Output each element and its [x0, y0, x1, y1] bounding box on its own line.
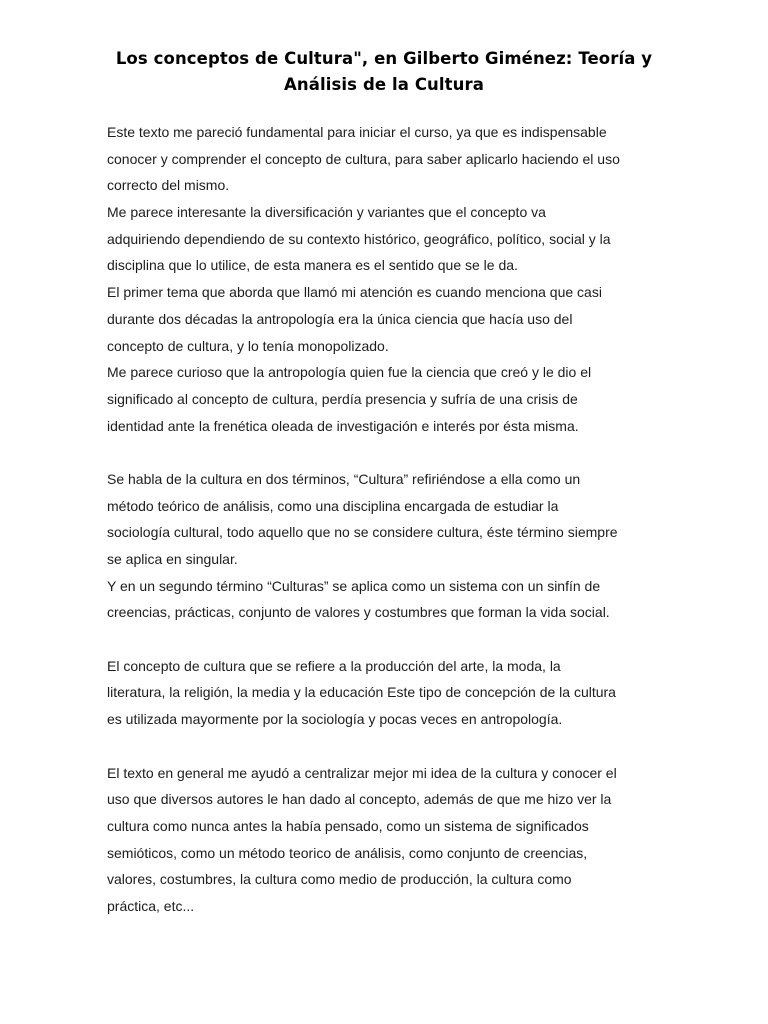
text-line: identidad ante la frenética oleada de investigación e interés por ésta misma.: [107, 417, 579, 434]
document-title: [90, 46, 678, 98]
paragraph: [107, 466, 667, 573]
paragraph: [107, 760, 667, 920]
text-line: adquiriendo dependiendo de su contexto histórico, geográfico, político, social y la: [107, 230, 611, 247]
text-line: Este texto me pareció fundamental para iniciar el curso, ya que es indispensable: [107, 124, 607, 140]
text-line: método teórico de análisis, como una disciplina encargada de estudiar la: [107, 497, 559, 514]
text-line: sociología cultural, todo aquello que no se considere cultura, éste término siempre: [107, 524, 618, 541]
text-line: El concepto de cultura que se refiere a la producción del arte, la moda, la: [107, 657, 561, 674]
paragraph: [107, 653, 667, 733]
text-line: es utilizada mayormente por la sociología y pocas veces en antropología.: [107, 711, 563, 728]
paragraph: [107, 279, 667, 359]
text-line: se aplica en singular.: [107, 551, 238, 567]
paragraph-gap: [107, 626, 667, 653]
text-line: Me parece curioso que la antropología quien fue la ciencia que creó y le dio el: [107, 364, 592, 381]
title-line: Los conceptos de Cultura", en Gilberto Giménez: Teoría y: [115, 49, 653, 68]
text-line: uso que diversos autores le han dado al concepto, además de que me hizo ver la: [107, 791, 612, 808]
text-line: disciplina que lo utilice, de esta manera es el sentido que se le da.: [107, 257, 518, 274]
paragraph: [107, 573, 667, 626]
text-line: significado al concepto de cultura, perdía presencia y sufría de una crisis de: [107, 390, 578, 407]
text-line: El primer tema que aborda que llamó mi atención es cuando menciona que casi: [107, 284, 602, 301]
title-line: Análisis de la Cultura: [284, 75, 484, 94]
text-line: Se habla de la cultura en dos términos, “Cultura” refiriéndose a ella como un: [107, 470, 581, 487]
text-line: valores, costumbres, la cultura como medio de producción, la cultura como: [107, 871, 572, 888]
text-line: cultura como nunca antes la había pensado, como un sistema de significados: [107, 817, 589, 834]
document-body: [107, 119, 667, 920]
paragraph-gap: [107, 439, 667, 466]
text-line: creencias, prácticas, conjunto de valores y costumbres que forman la vida social.: [107, 604, 610, 621]
paragraph: [107, 199, 667, 279]
text-line: durante dos décadas la antropología era la única ciencia que hacía uso del: [107, 310, 573, 327]
text-line: El texto en general me ayudó a centralizar mejor mi idea de la cultura y conocer el: [107, 764, 617, 781]
text-line: conocer y comprender el concepto de cultura, para saber aplicarlo haciendo el uso: [107, 150, 620, 167]
paragraph-gap: [107, 733, 667, 760]
text-line: práctica, etc...: [107, 897, 195, 914]
text-line: Me parece interesante la diversificación y variantes que el concepto va: [107, 204, 546, 221]
text-line: correcto del mismo.: [107, 177, 230, 194]
paragraph: [107, 359, 667, 439]
text-line: semióticos, como un método teorico de análisis, como conjunto de creencias,: [107, 844, 588, 861]
paragraph: [107, 119, 667, 199]
text-line: concepto de cultura, y lo tenía monopolizado.: [107, 337, 389, 354]
text-line: Y en un segundo término “Culturas” se aplica como un sistema con un sinfín de: [107, 577, 601, 594]
text-line: literatura, la religión, la media y la educación Este tipo de concepción de la cultura: [107, 684, 616, 701]
